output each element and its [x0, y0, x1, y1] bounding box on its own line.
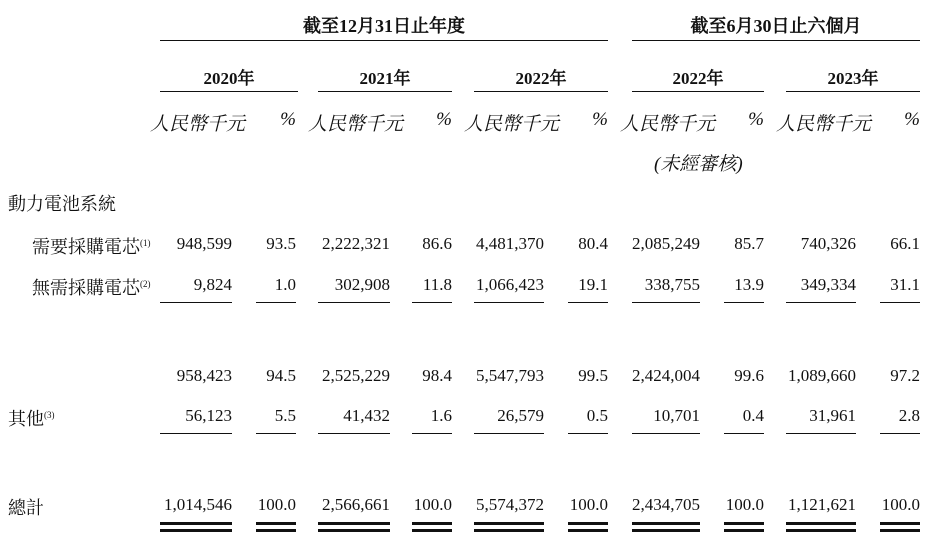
table-cell: 2,525,229: [322, 366, 390, 385]
double-rule: [786, 529, 856, 532]
row-label-purchase: 需要採購電芯$^{(1)}$: [32, 237, 151, 257]
table-cell: 958,423: [176, 366, 232, 385]
double-rule: [256, 522, 296, 525]
section-title: 動力電池系統: [8, 194, 116, 214]
header-rule: [632, 40, 920, 41]
table-cell: 31,961: [809, 406, 856, 425]
double-rule: [568, 529, 608, 532]
unit-header: 人民幣千元: [776, 114, 872, 135]
total-rule: [474, 433, 544, 434]
unit-header: 人民幣千元: [150, 114, 246, 135]
table-cell: 5,547,793: [476, 366, 544, 385]
table-cell: 100.0: [569, 495, 608, 514]
total-rule: [160, 433, 232, 434]
year-rule: [160, 91, 298, 92]
subtotal-rule: [724, 302, 764, 303]
table-cell: 2,424,004: [632, 366, 700, 385]
table-cell: 740,326: [800, 234, 856, 253]
total-rule: [568, 433, 608, 434]
table-cell: 1,121,621: [788, 495, 856, 514]
unit-header: 人民幣千元: [308, 114, 404, 135]
row-label-total: 總計: [8, 498, 44, 518]
year-header: 2022年: [515, 69, 567, 88]
subtotal-rule: [256, 302, 296, 303]
subtotal-rule: [412, 302, 452, 303]
unit-header: 人民幣千元: [464, 114, 560, 135]
table-cell: 11.8: [422, 275, 452, 294]
subtotal-rule: [474, 302, 544, 303]
double-rule: [786, 522, 856, 525]
table-cell: 99.6: [734, 366, 764, 385]
table-cell: 2.8: [898, 406, 920, 425]
double-rule: [632, 522, 700, 525]
table-cell: 99.5: [578, 366, 608, 385]
pct-header: %: [592, 109, 608, 130]
table-cell: 86.6: [422, 234, 452, 253]
double-rule: [412, 529, 452, 532]
table-cell: 100.0: [413, 495, 452, 514]
subtotal-rule: [568, 302, 608, 303]
period-header-year: 截至12月31日止年度: [303, 16, 465, 36]
double-rule: [256, 529, 296, 532]
row-label-no-purchase: 無需採購電芯$^{(2)}$: [32, 278, 151, 298]
double-rule: [474, 529, 544, 532]
table-cell: 100.0: [881, 495, 920, 514]
subtotal-rule: [632, 302, 700, 303]
year-rule: [632, 91, 764, 92]
double-rule: [632, 529, 700, 532]
table-cell: 9,824: [193, 275, 232, 294]
table-cell: 2,434,705: [632, 495, 700, 514]
double-rule: [160, 529, 232, 532]
header-rule: [160, 40, 608, 41]
table-cell: 80.4: [578, 234, 608, 253]
table-cell: 2,566,661: [322, 495, 390, 514]
double-rule: [724, 522, 764, 525]
double-rule: [318, 522, 390, 525]
double-rule: [160, 522, 232, 525]
double-rule: [880, 522, 920, 525]
year-rule: [474, 91, 608, 92]
table-cell: 19.1: [578, 275, 608, 294]
total-rule: [318, 433, 390, 434]
pct-header: %: [436, 109, 452, 130]
table-cell: 1,014,546: [164, 495, 232, 514]
table-cell: 94.5: [266, 366, 296, 385]
table-cell: 2,222,321: [322, 234, 390, 253]
period-header-half: 截至6月30日止六個月: [690, 16, 862, 36]
pct-header: %: [280, 109, 296, 130]
double-rule: [412, 522, 452, 525]
table-cell: 31.1: [890, 275, 920, 294]
double-rule: [568, 522, 608, 525]
total-rule: [724, 433, 764, 434]
table-cell: 1.6: [430, 406, 452, 425]
table-cell: 26,579: [497, 406, 544, 425]
subtotal-rule: [160, 302, 232, 303]
total-rule: [412, 433, 452, 434]
year-header: 2022年: [672, 69, 724, 88]
subtotal-rule: [786, 302, 856, 303]
year-header: 2021年: [359, 69, 411, 88]
table-cell: 0.4: [742, 406, 764, 425]
double-rule: [724, 529, 764, 532]
total-rule: [632, 433, 700, 434]
pct-header: %: [904, 109, 920, 130]
table-cell: 0.5: [586, 406, 608, 425]
table-cell: 338,755: [644, 275, 700, 294]
total-rule: [256, 433, 296, 434]
table-cell: 100.0: [257, 495, 296, 514]
table-cell: 85.7: [734, 234, 764, 253]
table-cell: 1,089,660: [788, 366, 856, 385]
year-rule: [318, 91, 452, 92]
table-cell: 2,085,249: [632, 234, 700, 253]
table-cell: 100.0: [725, 495, 764, 514]
table-cell: 56,123: [185, 406, 232, 425]
table-cell: 5,574,372: [476, 495, 544, 514]
table-cell: 302,908: [334, 275, 390, 294]
table-cell: 1,066,423: [476, 275, 544, 294]
subtotal-rule: [880, 302, 920, 303]
unit-header: 人民幣千元: [620, 114, 716, 135]
table-cell: 349,334: [800, 275, 856, 294]
double-rule: [318, 529, 390, 532]
total-rule: [880, 433, 920, 434]
table-cell: 5.5: [274, 406, 296, 425]
pct-header: %: [748, 109, 764, 130]
row-label-other: 其他$^{(3)}$: [8, 409, 55, 429]
year-header: 2023年: [827, 69, 879, 88]
unaudited-note: (未經審核): [654, 154, 743, 175]
year-rule: [786, 91, 920, 92]
table-cell: 93.5: [266, 234, 296, 253]
double-rule: [880, 529, 920, 532]
table-cell: 97.2: [890, 366, 920, 385]
table-cell: 10,701: [653, 406, 700, 425]
subtotal-rule: [318, 302, 390, 303]
table-cell: 13.9: [734, 275, 764, 294]
table-cell: 98.4: [422, 366, 452, 385]
table-cell: 948,599: [176, 234, 232, 253]
table-cell: 1.0: [274, 275, 296, 294]
total-rule: [786, 433, 856, 434]
table-cell: 4,481,370: [476, 234, 544, 253]
double-rule: [474, 522, 544, 525]
table-cell: 41,432: [343, 406, 390, 425]
year-header: 2020年: [203, 69, 255, 88]
table-cell: 66.1: [890, 234, 920, 253]
